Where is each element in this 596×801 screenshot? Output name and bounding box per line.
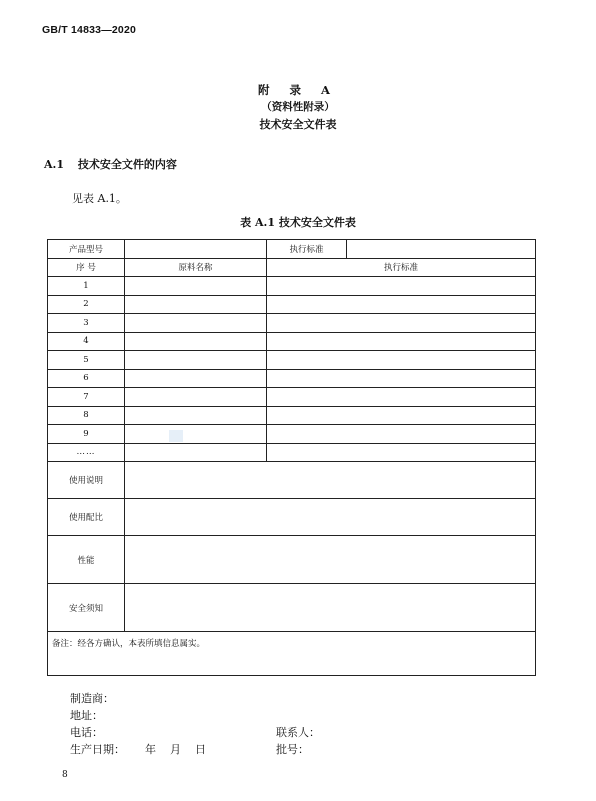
- appendix-subtitle: （资料性附录）: [261, 101, 335, 113]
- table-note: 备注：经各方确认，本表所填信息属实。: [48, 632, 536, 676]
- manufacturer-label: 制造商：: [70, 692, 114, 705]
- table-row: [48, 406, 536, 425]
- row-standard-cell[interactable]: [267, 369, 536, 388]
- day-label: 日: [195, 743, 206, 756]
- row-material-cell[interactable]: [125, 443, 267, 462]
- row-seq: 7: [48, 388, 125, 407]
- table-row: [48, 332, 536, 351]
- see-table-text: 见表 A.1。: [72, 192, 127, 205]
- col-standard-header: 执行标准: [267, 258, 536, 277]
- section-title: 技术安全文件的内容: [77, 158, 177, 171]
- row-material-cell[interactable]: [125, 351, 267, 370]
- row-standard-cell[interactable]: [267, 443, 536, 462]
- production-date: [70, 741, 206, 757]
- table-row: [48, 388, 536, 407]
- table-row: [48, 351, 536, 370]
- row-seq: 5: [48, 351, 125, 370]
- row-standard-cell[interactable]: [267, 314, 536, 333]
- row-seq: 1: [48, 277, 125, 296]
- table-row: [48, 295, 536, 314]
- row-material-cell[interactable]: [125, 332, 267, 351]
- ratio-value[interactable]: [125, 499, 536, 536]
- row-standard-cell[interactable]: [267, 425, 536, 444]
- row-material-cell[interactable]: [125, 314, 267, 333]
- section-number: A.1: [44, 158, 65, 171]
- table-row: [48, 443, 536, 462]
- row-standard-cell[interactable]: [267, 351, 536, 370]
- exec-standard-value[interactable]: [347, 240, 536, 259]
- usage-label: 使用说明: [48, 462, 125, 499]
- row-seq: ……: [48, 443, 125, 462]
- batch-label: 批号：: [276, 743, 309, 756]
- performance-label: 性能: [48, 536, 125, 584]
- product-model-value[interactable]: [125, 240, 267, 259]
- standard-code: GB/T 14833—2020: [42, 24, 137, 36]
- row-standard-cell[interactable]: [267, 406, 536, 425]
- table-row-safety: [48, 584, 536, 632]
- page-number: 8: [62, 770, 68, 780]
- row-seq: 4: [48, 332, 125, 351]
- table-row: [48, 425, 536, 444]
- appendix-title: 附 录 A: [258, 83, 338, 97]
- product-model-label: 产品型号: [48, 240, 125, 259]
- contact-label: 联系人：: [276, 726, 320, 739]
- safety-label: 安全须知: [48, 584, 125, 632]
- row-material-cell[interactable]: [125, 388, 267, 407]
- table-row-ratio: [48, 499, 536, 536]
- table-row-product: [48, 240, 536, 259]
- phone-label: 电话：: [70, 726, 103, 739]
- row-seq: 3: [48, 314, 125, 333]
- row-material-cell[interactable]: [125, 369, 267, 388]
- row-seq: 8: [48, 406, 125, 425]
- row-material-cell[interactable]: [125, 277, 267, 296]
- table-row-performance: [48, 536, 536, 584]
- table-row-note: [48, 632, 536, 676]
- ratio-label: 使用配比: [48, 499, 125, 536]
- appendix-name: 技术安全文件表: [259, 118, 337, 131]
- col-material-header: 原料名称: [125, 258, 267, 277]
- row-standard-cell[interactable]: [267, 388, 536, 407]
- safety-value[interactable]: [125, 584, 536, 632]
- table-row: [48, 277, 536, 296]
- year-label: 年: [145, 743, 156, 756]
- table-row-usage: [48, 462, 536, 499]
- address-label: 地址：: [70, 709, 103, 722]
- month-label: 月: [170, 743, 181, 756]
- col-seq-header: 序 号: [48, 258, 125, 277]
- production-date-label: 生产日期：: [70, 743, 125, 756]
- performance-value[interactable]: [125, 536, 536, 584]
- row-seq: 9: [48, 425, 125, 444]
- row-seq: 6: [48, 369, 125, 388]
- table-caption: 表 A.1 技术安全文件表: [240, 216, 356, 229]
- row-standard-cell[interactable]: [267, 332, 536, 351]
- row-material-cell[interactable]: [125, 295, 267, 314]
- row-standard-cell[interactable]: [267, 295, 536, 314]
- usage-value[interactable]: [125, 462, 536, 499]
- tech-safety-table: [47, 239, 536, 676]
- row-seq: 2: [48, 295, 125, 314]
- exec-standard-label: 执行标准: [267, 240, 347, 259]
- section-heading: [44, 156, 177, 172]
- table-row: [48, 369, 536, 388]
- row-standard-cell[interactable]: [267, 277, 536, 296]
- row-material-cell[interactable]: [125, 425, 267, 444]
- table-header-row: [48, 258, 536, 277]
- table-row: [48, 314, 536, 333]
- row-material-cell[interactable]: [125, 406, 267, 425]
